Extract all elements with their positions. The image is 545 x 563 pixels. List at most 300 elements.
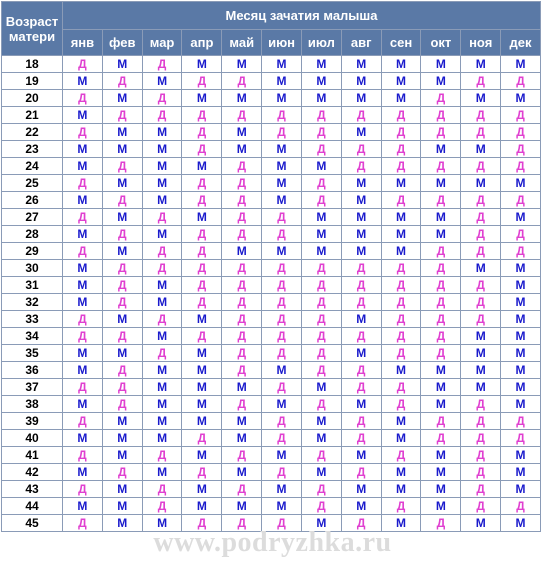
boy-cell: М <box>142 141 182 158</box>
girl-cell: Д <box>63 90 103 107</box>
girl-cell: Д <box>102 464 142 481</box>
girl-cell: Д <box>222 328 262 345</box>
girl-cell: Д <box>421 413 461 430</box>
boy-cell: М <box>421 447 461 464</box>
boy-cell: М <box>63 277 103 294</box>
boy-cell: М <box>501 362 541 379</box>
boy-cell: М <box>381 175 421 192</box>
mother-age-cell: 43 <box>2 481 63 498</box>
boy-cell: М <box>341 311 381 328</box>
boy-cell: М <box>262 447 302 464</box>
girl-cell: Д <box>222 362 262 379</box>
girl-cell: Д <box>262 379 302 396</box>
boy-cell: М <box>182 56 222 73</box>
mother-age-cell: 39 <box>2 413 63 430</box>
girl-cell: Д <box>421 192 461 209</box>
mother-age-cell: 25 <box>2 175 63 192</box>
girl-cell: Д <box>301 107 341 124</box>
mother-age-cell: 32 <box>2 294 63 311</box>
girl-cell: Д <box>501 192 541 209</box>
mother-age-cell: 42 <box>2 464 63 481</box>
boy-cell: М <box>461 56 501 73</box>
boy-cell: М <box>381 209 421 226</box>
girl-cell: Д <box>102 107 142 124</box>
girl-cell: Д <box>102 158 142 175</box>
girl-cell: Д <box>421 430 461 447</box>
mother-age-cell: 18 <box>2 56 63 73</box>
table-row <box>2 464 541 481</box>
boy-cell: М <box>381 413 421 430</box>
girl-cell: Д <box>182 175 222 192</box>
girl-cell: Д <box>461 243 501 260</box>
boy-cell: М <box>262 362 302 379</box>
girl-cell: Д <box>63 175 103 192</box>
boy-cell: М <box>262 498 302 515</box>
boy-cell: М <box>142 175 182 192</box>
girl-cell: Д <box>222 345 262 362</box>
girl-cell: Д <box>381 260 421 277</box>
boy-cell: М <box>501 379 541 396</box>
girl-cell: Д <box>421 260 461 277</box>
boy-cell: М <box>501 396 541 413</box>
boy-cell: М <box>461 328 501 345</box>
girl-cell: Д <box>222 260 262 277</box>
boy-cell: М <box>63 260 103 277</box>
month-header-cell: мар <box>142 30 182 56</box>
girl-cell: Д <box>222 447 262 464</box>
girl-cell: Д <box>461 294 501 311</box>
girl-cell: Д <box>102 226 142 243</box>
girl-cell: Д <box>262 430 302 447</box>
girl-cell: Д <box>341 379 381 396</box>
girl-cell: Д <box>381 141 421 158</box>
boy-cell: М <box>262 90 302 107</box>
girl-cell: Д <box>341 430 381 447</box>
girl-cell: Д <box>182 328 222 345</box>
girl-cell: Д <box>461 158 501 175</box>
girl-cell: Д <box>461 209 501 226</box>
girl-cell: Д <box>421 294 461 311</box>
boy-cell: М <box>501 56 541 73</box>
girl-cell: Д <box>142 498 182 515</box>
table-row <box>2 379 541 396</box>
girl-cell: Д <box>262 311 302 328</box>
girl-cell: Д <box>63 56 103 73</box>
girl-cell: Д <box>301 141 341 158</box>
girl-cell: Д <box>222 277 262 294</box>
boy-cell: М <box>63 226 103 243</box>
boy-cell: М <box>222 379 262 396</box>
girl-cell: Д <box>501 243 541 260</box>
girl-cell: Д <box>461 124 501 141</box>
mother-age-cell: 26 <box>2 192 63 209</box>
boy-cell: М <box>102 430 142 447</box>
mother-age-cell: 28 <box>2 226 63 243</box>
table-row <box>2 175 541 192</box>
girl-cell: Д <box>301 260 341 277</box>
boy-cell: М <box>501 447 541 464</box>
month-header-cell: фев <box>102 30 142 56</box>
boy-cell: М <box>421 379 461 396</box>
girl-cell: Д <box>381 277 421 294</box>
boy-cell: М <box>501 294 541 311</box>
table-row <box>2 90 541 107</box>
boy-cell: М <box>301 379 341 396</box>
boy-cell: М <box>301 73 341 90</box>
mother-age-cell: 34 <box>2 328 63 345</box>
boy-cell: М <box>501 260 541 277</box>
boy-cell: М <box>222 243 262 260</box>
girl-cell: Д <box>501 107 541 124</box>
girl-cell: Д <box>501 124 541 141</box>
girl-cell: Д <box>341 362 381 379</box>
girl-cell: Д <box>381 124 421 141</box>
girl-cell: Д <box>421 124 461 141</box>
girl-cell: Д <box>301 277 341 294</box>
girl-cell: Д <box>102 362 142 379</box>
boy-cell: М <box>341 396 381 413</box>
table-row <box>2 413 541 430</box>
boy-cell: М <box>63 464 103 481</box>
girl-cell: Д <box>501 73 541 90</box>
boy-cell: М <box>142 413 182 430</box>
boy-cell: М <box>461 515 501 532</box>
girl-cell: Д <box>381 447 421 464</box>
boy-cell: М <box>341 481 381 498</box>
girl-cell: Д <box>222 73 262 90</box>
girl-cell: Д <box>461 447 501 464</box>
boy-cell: М <box>421 175 461 192</box>
girl-cell: Д <box>341 294 381 311</box>
girl-cell: Д <box>102 379 142 396</box>
girl-cell: Д <box>262 413 302 430</box>
boy-cell: М <box>301 243 341 260</box>
month-header-cell: сен <box>381 30 421 56</box>
girl-cell: Д <box>182 430 222 447</box>
boy-cell: М <box>182 209 222 226</box>
girl-cell: Д <box>63 515 103 532</box>
boy-cell: М <box>501 209 541 226</box>
girl-cell: Д <box>63 379 103 396</box>
girl-cell: Д <box>341 158 381 175</box>
table-row <box>2 345 541 362</box>
mother-age-cell: 33 <box>2 311 63 328</box>
boy-cell: М <box>102 481 142 498</box>
boy-cell: М <box>501 311 541 328</box>
girl-cell: Д <box>63 311 103 328</box>
boy-cell: М <box>421 396 461 413</box>
girl-cell: Д <box>301 396 341 413</box>
boy-cell: М <box>421 56 461 73</box>
girl-cell: Д <box>142 260 182 277</box>
boy-cell: М <box>301 209 341 226</box>
boy-cell: М <box>142 294 182 311</box>
month-header-cell: окт <box>421 30 461 56</box>
table-row <box>2 481 541 498</box>
chart-body <box>2 56 541 532</box>
boy-cell: М <box>341 124 381 141</box>
boy-cell: М <box>341 447 381 464</box>
girl-cell: Д <box>381 311 421 328</box>
girl-cell: Д <box>301 447 341 464</box>
boy-cell: М <box>461 362 501 379</box>
mother-age-cell: 19 <box>2 73 63 90</box>
boy-cell: М <box>102 498 142 515</box>
girl-cell: Д <box>341 107 381 124</box>
boy-cell: М <box>421 73 461 90</box>
mother-age-cell: 23 <box>2 141 63 158</box>
boy-cell: М <box>142 464 182 481</box>
boy-cell: М <box>182 413 222 430</box>
month-header-cell: ноя <box>461 30 501 56</box>
table-row <box>2 158 541 175</box>
girl-cell: Д <box>421 158 461 175</box>
girl-cell: Д <box>222 294 262 311</box>
girl-cell: Д <box>63 328 103 345</box>
girl-cell: Д <box>222 396 262 413</box>
girl-cell: Д <box>341 141 381 158</box>
boy-cell: М <box>102 209 142 226</box>
girl-cell: Д <box>301 328 341 345</box>
girl-cell: Д <box>301 175 341 192</box>
month-header-cell: авг <box>341 30 381 56</box>
girl-cell: Д <box>461 413 501 430</box>
boy-cell: М <box>222 464 262 481</box>
table-row <box>2 226 541 243</box>
boy-cell: М <box>142 277 182 294</box>
boy-cell: М <box>341 56 381 73</box>
girl-cell: Д <box>341 464 381 481</box>
boy-cell: М <box>63 430 103 447</box>
girl-cell: Д <box>461 226 501 243</box>
boy-cell: М <box>501 277 541 294</box>
watermark: www.podryzhka.ru <box>153 527 392 558</box>
girl-cell: Д <box>262 345 302 362</box>
girl-cell: Д <box>222 107 262 124</box>
boy-cell: М <box>142 362 182 379</box>
girl-cell: Д <box>262 209 302 226</box>
girl-cell: Д <box>63 243 103 260</box>
girl-cell: Д <box>102 192 142 209</box>
boy-cell: М <box>102 141 142 158</box>
table-row <box>2 396 541 413</box>
girl-cell: Д <box>301 311 341 328</box>
girl-cell: Д <box>142 447 182 464</box>
boy-cell: М <box>222 498 262 515</box>
boy-cell: М <box>142 379 182 396</box>
girl-cell: Д <box>262 464 302 481</box>
girl-cell: Д <box>102 328 142 345</box>
girl-cell: Д <box>301 345 341 362</box>
month-header-cell: дек <box>501 30 541 56</box>
girl-cell: Д <box>501 158 541 175</box>
boy-cell: М <box>182 447 222 464</box>
mother-age-cell: 20 <box>2 90 63 107</box>
boy-cell: М <box>301 226 341 243</box>
boy-cell: М <box>501 464 541 481</box>
boy-cell: М <box>182 396 222 413</box>
girl-cell: Д <box>461 311 501 328</box>
girl-cell: Д <box>301 192 341 209</box>
boy-cell: М <box>341 498 381 515</box>
boy-cell: М <box>63 192 103 209</box>
girl-cell: Д <box>381 379 421 396</box>
boy-cell: М <box>262 158 302 175</box>
girl-cell: Д <box>381 107 421 124</box>
boy-cell: М <box>341 243 381 260</box>
girl-cell: Д <box>262 226 302 243</box>
girl-cell: Д <box>421 90 461 107</box>
girl-cell: Д <box>461 107 501 124</box>
girl-cell: Д <box>182 73 222 90</box>
boy-cell: М <box>421 481 461 498</box>
boy-cell: М <box>461 379 501 396</box>
girl-cell: Д <box>461 430 501 447</box>
boy-cell: М <box>461 141 501 158</box>
girl-cell: Д <box>421 311 461 328</box>
girl-cell: Д <box>501 226 541 243</box>
boy-cell: М <box>63 362 103 379</box>
girl-cell: Д <box>222 158 262 175</box>
month-header-cell: июл <box>301 30 341 56</box>
girl-cell: Д <box>501 413 541 430</box>
boy-cell: М <box>381 430 421 447</box>
girl-cell: Д <box>341 277 381 294</box>
boy-cell: М <box>222 90 262 107</box>
girl-cell: Д <box>102 73 142 90</box>
header-row-top <box>2 2 541 30</box>
month-header-cell: май <box>222 30 262 56</box>
girl-cell: Д <box>262 277 302 294</box>
boy-cell: М <box>102 56 142 73</box>
conception-chart-table <box>1 1 541 532</box>
boy-cell: М <box>102 175 142 192</box>
girl-cell: Д <box>182 226 222 243</box>
table-row <box>2 498 541 515</box>
boy-cell: М <box>301 90 341 107</box>
boy-cell: М <box>222 124 262 141</box>
girl-cell: Д <box>262 260 302 277</box>
boy-cell: М <box>501 175 541 192</box>
boy-cell: М <box>381 73 421 90</box>
boy-cell: М <box>341 345 381 362</box>
boy-cell: М <box>182 158 222 175</box>
boy-cell: М <box>142 226 182 243</box>
boy-cell: М <box>341 192 381 209</box>
girl-cell: Д <box>381 158 421 175</box>
boy-cell: М <box>381 481 421 498</box>
boy-cell: М <box>501 345 541 362</box>
boy-cell: М <box>301 515 341 532</box>
boy-cell: М <box>421 498 461 515</box>
girl-cell: Д <box>421 345 461 362</box>
mother-age-cell: 27 <box>2 209 63 226</box>
girl-cell: Д <box>461 464 501 481</box>
girl-cell: Д <box>142 107 182 124</box>
girl-cell: Д <box>102 260 142 277</box>
boy-cell: М <box>63 498 103 515</box>
girl-cell: Д <box>63 481 103 498</box>
mother-age-cell: 41 <box>2 447 63 464</box>
boy-cell: М <box>142 73 182 90</box>
mother-age-cell: 24 <box>2 158 63 175</box>
girl-cell: Д <box>421 515 461 532</box>
boy-cell: М <box>63 73 103 90</box>
conception-month-header: Месяц зачатия малыша <box>63 2 541 30</box>
girl-cell: Д <box>102 396 142 413</box>
boy-cell: М <box>222 141 262 158</box>
boy-cell: М <box>341 175 381 192</box>
boy-cell: М <box>341 90 381 107</box>
boy-cell: М <box>182 311 222 328</box>
mother-age-header: Возраст матери <box>2 2 63 56</box>
boy-cell: М <box>102 447 142 464</box>
girl-cell: Д <box>341 260 381 277</box>
girl-cell: Д <box>182 107 222 124</box>
mother-age-cell: 30 <box>2 260 63 277</box>
mother-age-cell: 21 <box>2 107 63 124</box>
table-row <box>2 192 541 209</box>
girl-cell: Д <box>222 192 262 209</box>
boy-cell: М <box>63 294 103 311</box>
boy-cell: М <box>381 226 421 243</box>
boy-cell: М <box>63 158 103 175</box>
month-header-cell: июн <box>262 30 302 56</box>
boy-cell: М <box>501 481 541 498</box>
table-row <box>2 430 541 447</box>
boy-cell: М <box>262 141 302 158</box>
girl-cell: Д <box>222 175 262 192</box>
boy-cell: М <box>262 243 302 260</box>
table-row <box>2 447 541 464</box>
boy-cell: М <box>182 362 222 379</box>
boy-cell: М <box>102 124 142 141</box>
mother-age-cell: 37 <box>2 379 63 396</box>
table-row <box>2 328 541 345</box>
boy-cell: М <box>262 73 302 90</box>
girl-cell: Д <box>381 294 421 311</box>
boy-cell: М <box>102 515 142 532</box>
girl-cell: Д <box>142 243 182 260</box>
boy-cell: М <box>222 430 262 447</box>
boy-cell: М <box>421 141 461 158</box>
boy-cell: М <box>63 345 103 362</box>
mother-age-cell: 36 <box>2 362 63 379</box>
boy-cell: М <box>421 464 461 481</box>
table-row <box>2 311 541 328</box>
boy-cell: М <box>301 56 341 73</box>
girl-cell: Д <box>461 277 501 294</box>
boy-cell: М <box>262 175 302 192</box>
boy-cell: М <box>102 311 142 328</box>
boy-cell: М <box>381 56 421 73</box>
girl-cell: Д <box>142 345 182 362</box>
boy-cell: М <box>63 141 103 158</box>
boy-cell: М <box>381 243 421 260</box>
boy-cell: М <box>341 209 381 226</box>
girl-cell: Д <box>262 107 302 124</box>
boy-cell: М <box>142 396 182 413</box>
boy-cell: М <box>222 413 262 430</box>
boy-cell: М <box>63 107 103 124</box>
girl-cell: Д <box>142 209 182 226</box>
girl-cell: Д <box>341 328 381 345</box>
boy-cell: М <box>461 260 501 277</box>
girl-cell: Д <box>102 277 142 294</box>
girl-cell: Д <box>142 90 182 107</box>
girl-cell: Д <box>63 124 103 141</box>
mother-age-cell: 31 <box>2 277 63 294</box>
